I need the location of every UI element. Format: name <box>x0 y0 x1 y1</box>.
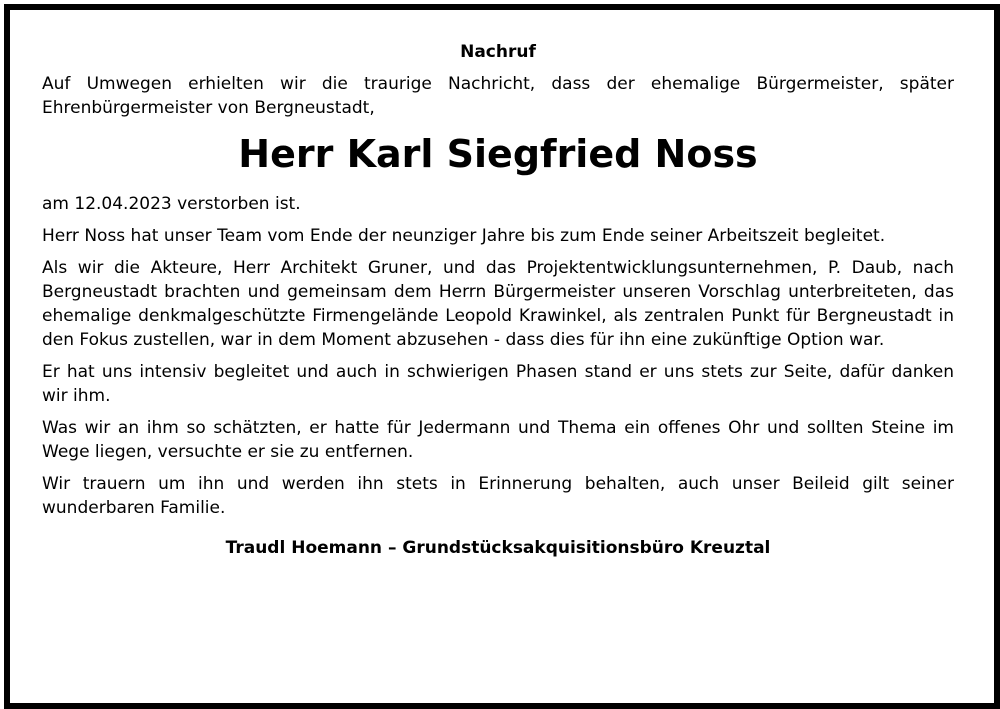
body-paragraph-2: Als wir die Akteure, Herr Architekt Gruner, und das Projektentwicklungsunternehmen, P. Daub, nach Bergneustadt brachten und gemeinsam dem Herrn Bürgermeister unseren Vorschlag unterbreiteten, das ehemalige denkmalgeschützte Firmengelände Leopold Krawinkel, als zentralen Punkt für Bergneustadt in den Fokus zustellen, war in dem Moment abzusehen - dass dies für ihn eine zukünftige Option war. <box>42 258 954 350</box>
notice-heading: Nachruf <box>460 42 536 62</box>
date-line: am 12.04.2023 verstorben ist. <box>42 194 301 214</box>
body-paragraph-3: Er hat uns intensiv begleitet und auch in schwierigen Phasen stand er uns stets zur Seite, dafür danken wir ihm. <box>42 362 954 406</box>
deceased-name: Herr Karl Siegfried Noss <box>238 132 758 176</box>
body-paragraph-4: Was wir an ihm so schätzten, er hatte für Jedermann und Thema ein offenes Ohr und sollten Steine im Wege liegen, versuchte er sie zu entfernen. <box>42 418 954 462</box>
body-paragraph-5: Wir trauern um ihn und werden ihn stets in Erinnerung behalten, auch unser Beileid gilt seiner wunderbaren Familie. <box>42 474 954 518</box>
intro-paragraph: Auf Umwegen erhielten wir die traurige Nachricht, dass der ehemalige Bürgermeister, später Ehrenbürgermeister von Bergneustadt, <box>42 74 954 118</box>
signature-line: Traudl Hoemann – Grundstücksakquisitionsbüro Kreuztal <box>225 538 771 558</box>
obituary-notice <box>42 40 954 560</box>
body-paragraph-1: Herr Noss hat unser Team vom Ende der neunziger Jahre bis zum Ende seiner Arbeitszeit begleitet. <box>42 226 886 246</box>
